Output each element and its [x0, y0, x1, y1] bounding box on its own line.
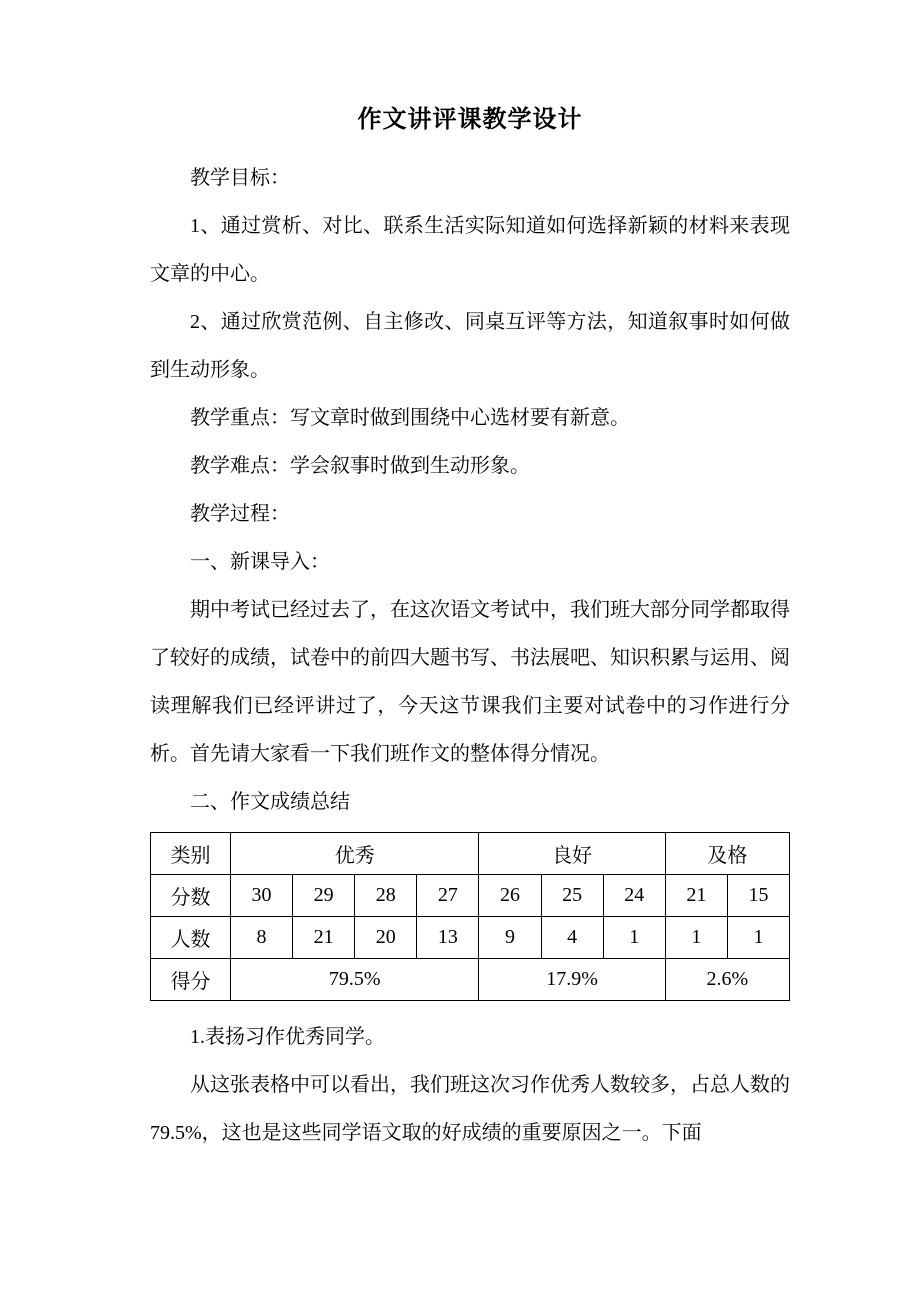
table-cell: 30 [231, 875, 293, 917]
row-label-cell: 分数 [151, 875, 231, 917]
paragraph-intro-body: 期中考试已经过去了，在这次语文考试中，我们班大部分同学都取得了较好的成绩，试卷中的前四大题书写、书法展吧、知识积累与运用、阅读理解我们已经评讲过了，今天这节课我们主要对试卷中的习作进行分析。首先请大家看一下我们班作文的整体得分情况。 [150, 599, 790, 765]
paragraph-analysis-body: 从这张表格中可以看出，我们班这次习作优秀人数较多，占总人数的 79.5%，这也是这些同学语文取的好成绩的重要原因之一。下面 [150, 1074, 790, 1144]
table-cell: 15 [727, 875, 789, 917]
document-title: 作文讲评课教学设计 [357, 106, 583, 133]
table-cell: 1 [665, 917, 727, 959]
table-cell: 24 [603, 875, 665, 917]
table-cell: 27 [417, 875, 479, 917]
paragraph-praise-heading: 1.表扬习作优秀同学。 [190, 1026, 385, 1048]
table-row-scores [151, 875, 790, 917]
table-cell: 8 [231, 917, 293, 959]
table-cell: 21 [293, 917, 355, 959]
paragraph-process-heading: 教学过程： [190, 503, 290, 525]
paragraph-objective-2: 2、通过欣赏范例、自主修改、同桌互评等方法，知道叙事时如何做到生动形象。 [150, 311, 790, 381]
table-cell: 1 [603, 917, 665, 959]
table-header-cell-good: 良好 [479, 833, 665, 875]
table-cell-percent-pass: 2.6% [665, 959, 789, 1001]
paragraph-key-point: 教学重点：写文章时做到围绕中心选材要有新意。 [190, 407, 630, 429]
table-cell-percent-excellent: 79.5% [231, 959, 479, 1001]
paragraph-section-2-heading: 二、作文成绩总结 [190, 791, 350, 813]
row-label-cell: 得分 [151, 959, 231, 1001]
table-cell: 1 [727, 917, 789, 959]
table-cell: 21 [665, 875, 727, 917]
paragraph-objectives-heading: 教学目标： [190, 167, 290, 189]
table-cell: 26 [479, 875, 541, 917]
table-row-category [151, 833, 790, 875]
row-label-cell: 人数 [151, 917, 231, 959]
table-cell: 20 [355, 917, 417, 959]
paragraph-difficulty: 教学难点：学会叙事时做到生动形象。 [190, 455, 530, 477]
table-row-counts [151, 917, 790, 959]
table-cell: 25 [541, 875, 603, 917]
table-header-cell-excellent: 优秀 [231, 833, 479, 875]
table-cell: 13 [417, 917, 479, 959]
table-header-cell-pass: 及格 [665, 833, 789, 875]
table-cell: 4 [541, 917, 603, 959]
table-cell: 29 [293, 875, 355, 917]
table-cell: 9 [479, 917, 541, 959]
paragraph-section-1-heading: 一、新课导入： [190, 551, 330, 573]
table-header-cell-category: 类别 [151, 833, 231, 875]
table-cell-percent-good: 17.9% [479, 959, 665, 1001]
paragraph-objective-1: 1、通过赏析、对比、联系生活实际知道如何选择新颖的材料来表现文章的中心。 [150, 215, 790, 285]
score-summary-table [150, 832, 790, 1001]
table-row-percentages [151, 959, 790, 1001]
table-cell: 28 [355, 875, 417, 917]
